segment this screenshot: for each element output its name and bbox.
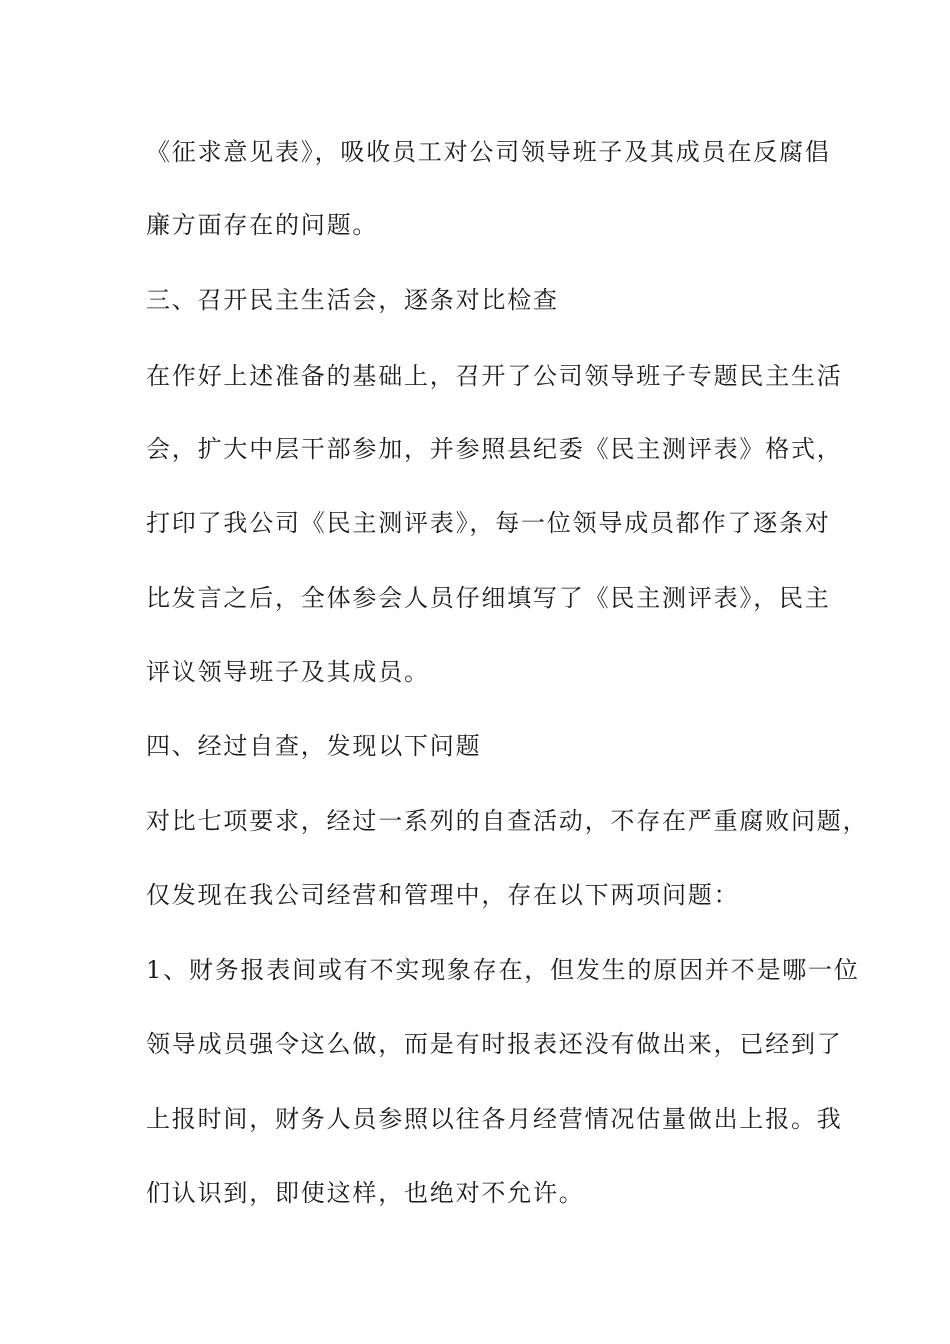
text-line-10: 对比七项要求，经过一系列的自查活动，不存在严重腐败问题， [146, 807, 869, 835]
list-item-1-line-1: 1、财务报表间或有不实现象存在，但发生的原因并不是哪一位 [146, 956, 860, 984]
text-line-4: 在作好上述准备的基础上，召开了公司领导班子专题民主生活 [146, 362, 843, 390]
section-heading-3: 三、召开民主生活会，逐条对比检查 [146, 286, 559, 314]
text-line-6: 打印了我公司《民主测评表》，每一位领导成员都作了逐条对 [146, 509, 831, 537]
text-line-2: 廉方面存在的问题。 [146, 211, 379, 239]
list-item-1-line-2: 领导成员强令这么做，而是有时报表还没有做出来，已经到了 [146, 1030, 843, 1058]
text-line-5: 会，扩大中层干部参加，并参照县纪委《民主测评表》格式， [146, 435, 843, 463]
text-line-8: 评议领导班子及其成员。 [146, 658, 430, 686]
text-line-7: 比发言之后，全体参会人员仔细填写了《民主测评表》，民主 [146, 584, 831, 612]
section-heading-4: 四、经过自查，发现以下问题 [146, 732, 482, 760]
list-item-1-line-4: 们认识到，即使这样，也绝对不允许。 [146, 1179, 585, 1207]
text-line-11: 仅发现在我公司经营和管理中，存在以下两项问题： [146, 881, 740, 909]
text-line-1: 《征求意见表》，吸收员工对公司领导班子及其成员在反腐倡 [146, 138, 831, 166]
list-item-1-line-3: 上报时间，财务人员参照以往各月经营情况估量做出上报。我 [146, 1105, 843, 1133]
